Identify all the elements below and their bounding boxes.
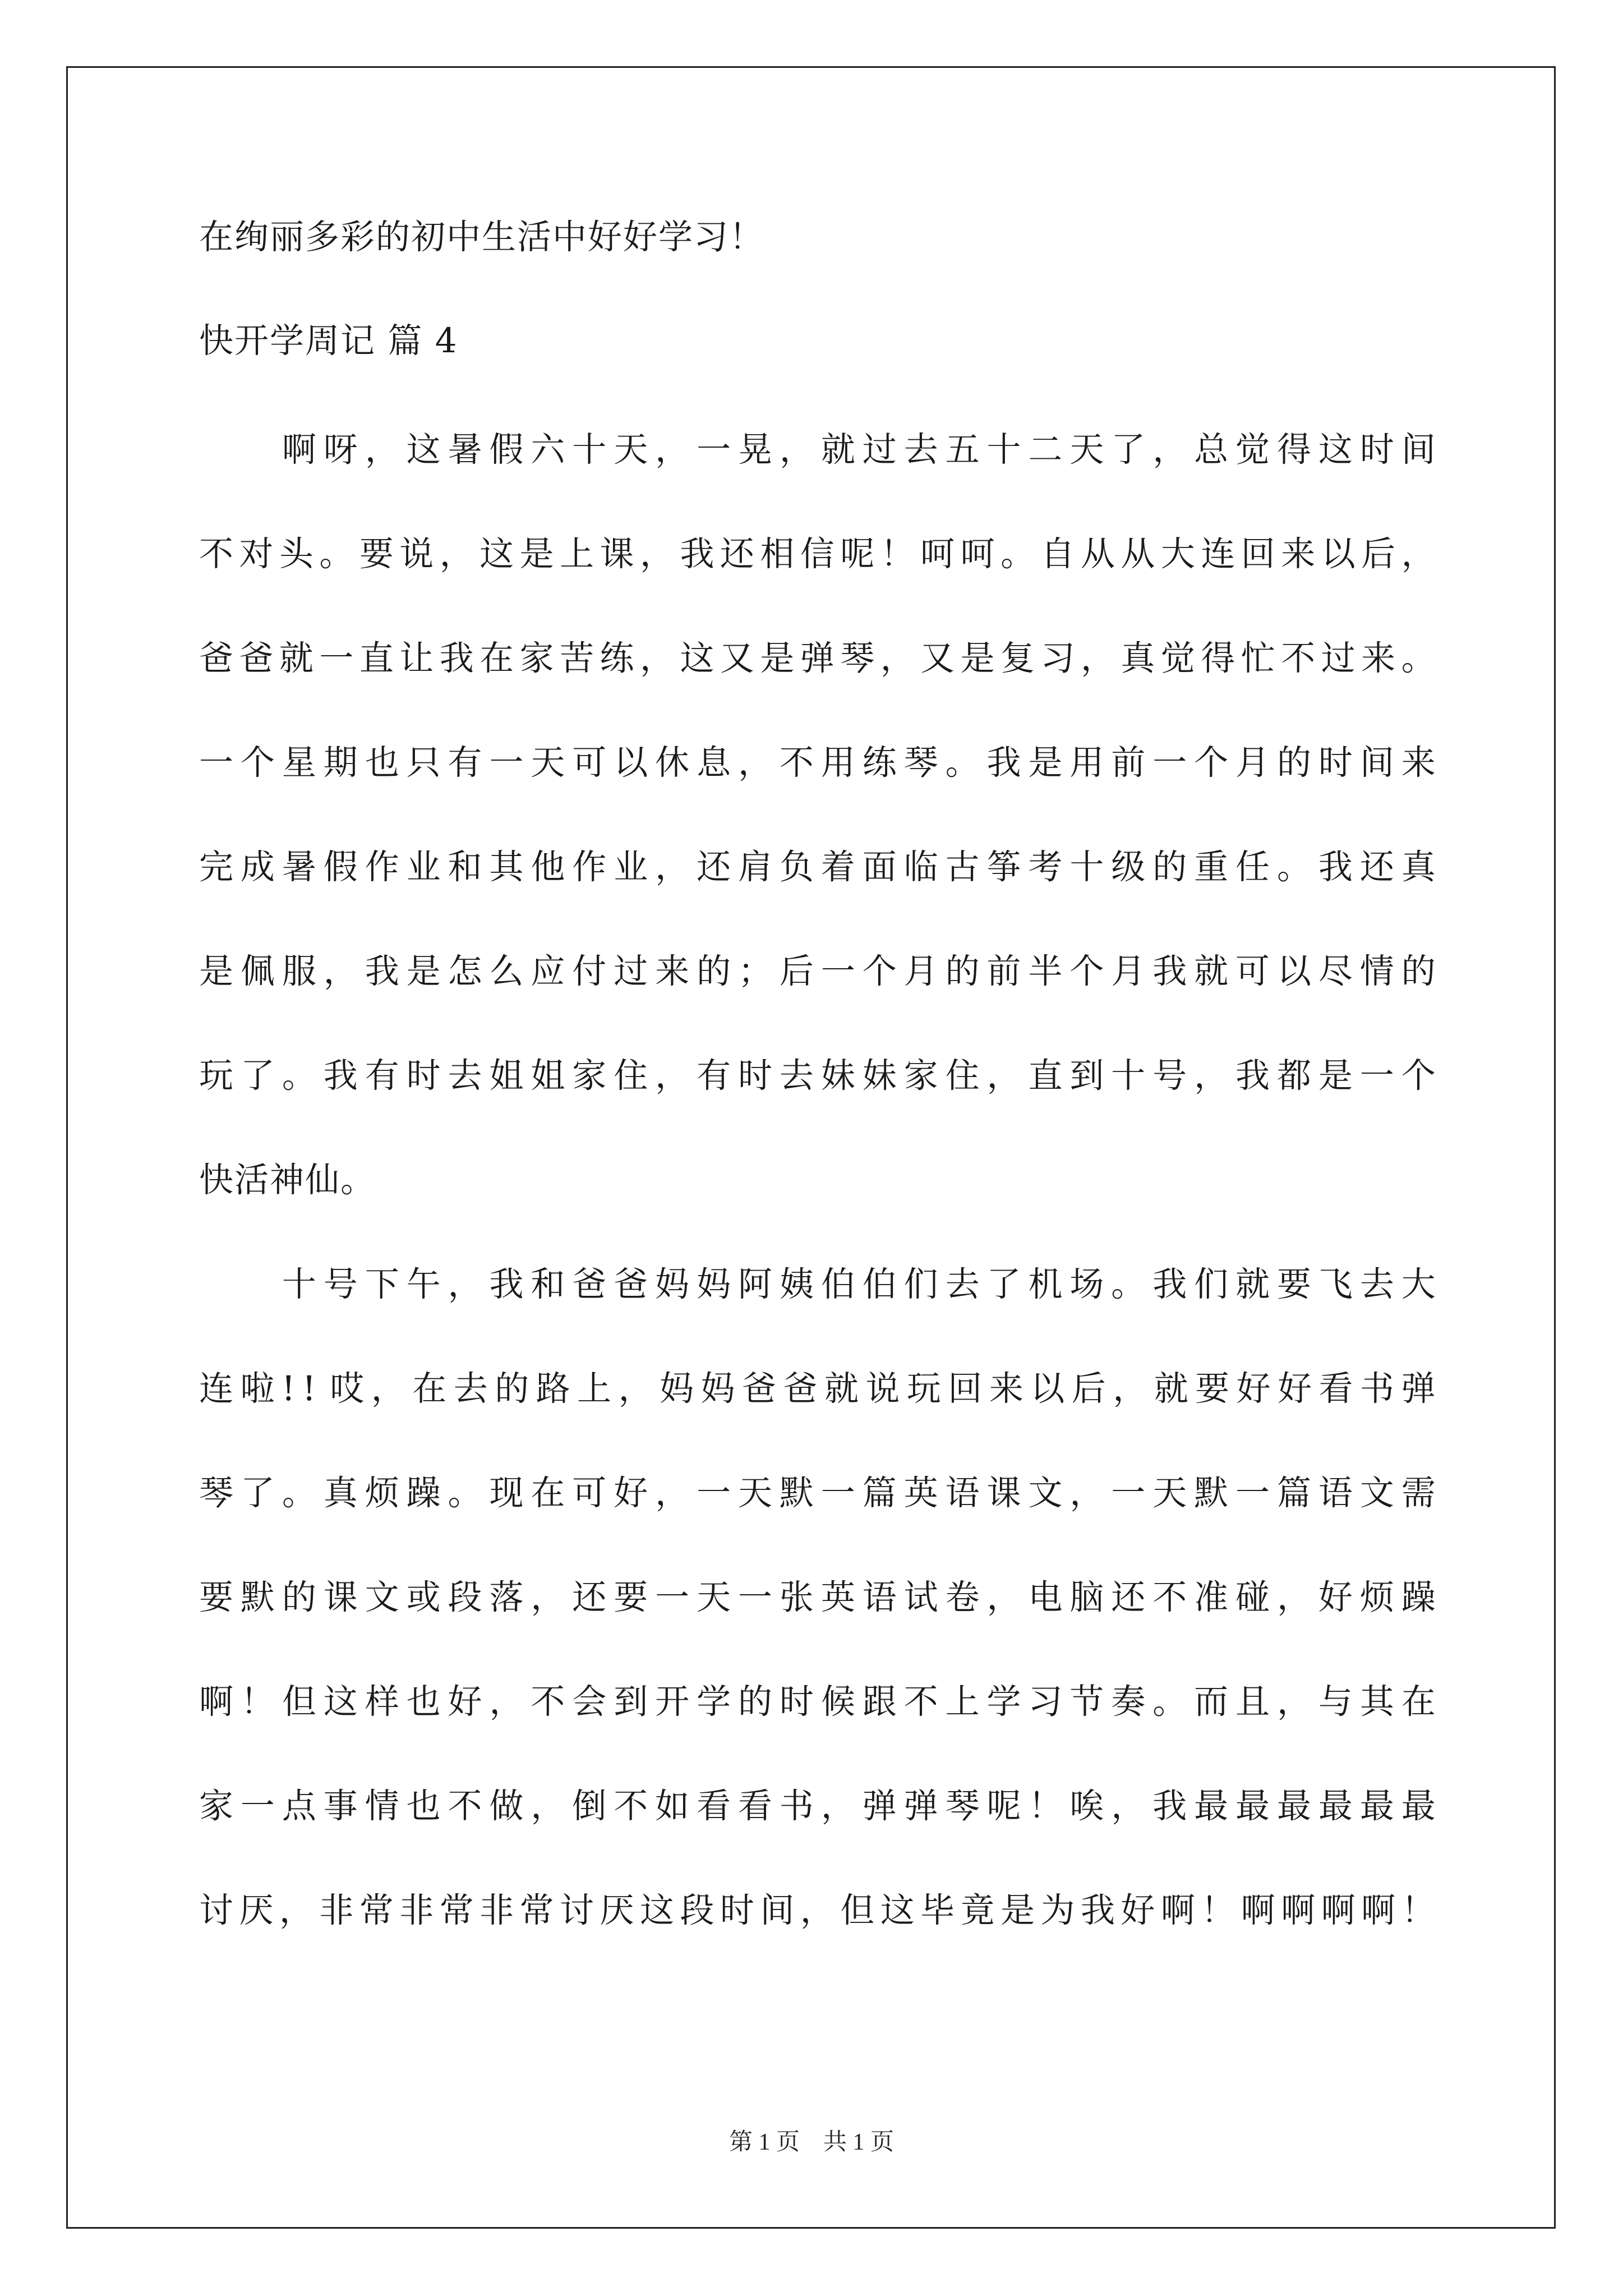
paragraph-line: 啊 呀 ， 这 暑 假 六 十 天 ， 一 晃 ， 就 过 去 五 十 二 天 了 ， 总 觉 得 这 时 间 — [282, 430, 1436, 470]
paragraph-line-last: 快活神仙。 — [199, 1160, 376, 1200]
paragraph-line: 是 佩 服 ， 我 是 怎 么 应 付 过 来 的 ； 后 一 个 月 的 前 半 个 月 我 就 可 以 尽 情 的 — [199, 951, 1436, 991]
paragraph-line: 家 一 点 事 情 也 不 做 ， 倒 不 如 看 看 书 ， 弹 弹 琴 呢 ！ 唉 ， 我 最 最 最 最 最 最 — [199, 1786, 1436, 1826]
paragraph-line: 玩 了 。 我 有 时 去 姐 姐 家 住 ， 有 时 去 妹 妹 家 住 ， 直 到 十 号 ， 我 都 是 一 个 — [199, 1056, 1436, 1096]
section-heading: 快开学周记 篇 4 — [199, 321, 458, 361]
text-line-closing: 在绚丽多彩的初中生活中好好学习！ — [199, 217, 765, 257]
page-number-footer: 第 1 页 共 1 页 — [728, 2129, 894, 2155]
paragraph-line: 琴 了 。 真 烦 躁 。 现 在 可 好 ， 一 天 默 一 篇 英 语 课 文 ， 一 天 默 一 篇 语 文 需 — [199, 1473, 1436, 1513]
paragraph-line: 要 默 的 课 文 或 段 落 ， 还 要 一 天 一 张 英 语 试 卷 ， 电 脑 还 不 准 碰 ， 好 烦 躁 — [199, 1577, 1436, 1617]
paragraph-line: 十 号 下 午 ， 我 和 爸 爸 妈 妈 阿 姨 伯 伯 们 去 了 机 场 。 我 们 就 要 飞 去 大 — [282, 1264, 1436, 1304]
paragraph-line: 啊 ！ 但 这 样 也 好 ， 不 会 到 开 学 的 时 候 跟 不 上 学 习 节 奏 。 而 且 ， 与 其 在 — [199, 1682, 1436, 1722]
paragraph-line: 一 个 星 期 也 只 有 一 天 可 以 休 息 ， 不 用 练 琴 。 我 是 用 前 一 个 月 的 时 间 来 — [199, 743, 1436, 783]
paragraph-line: 讨 厌 ， 非 常 非 常 非 常 讨 厌 这 段 时 间 ， 但 这 毕 竟 是 为 我 好 啊 ！ 啊 啊 啊 啊 ！ — [199, 1890, 1436, 1930]
paragraph-line: 不 对 头 。 要 说 ， 这 是 上 课 ， 我 还 相 信 呢 ！ 呵 呵 。 自 从 从 大 连 回 来 以 后 ， — [199, 534, 1436, 574]
paragraph-line: 爸 爸 就 一 直 让 我 在 家 苦 练 ， 这 又 是 弹 琴 ， 又 是 复 习 ， 真 觉 得 忙 不 过 来 。 — [199, 638, 1436, 678]
paragraph-line: 完 成 暑 假 作 业 和 其 他 作 业 ， 还 肩 负 着 面 临 古 筝 考 十 级 的 重 任 。 我 还 真 — [199, 847, 1436, 887]
paragraph-line: 连 啦 ! ! 哎 ， 在 去 的 路 上 ， 妈 妈 爸 爸 就 说 玩 回 来 以 后 ， 就 要 好 好 看 书 弹 — [199, 1369, 1436, 1409]
